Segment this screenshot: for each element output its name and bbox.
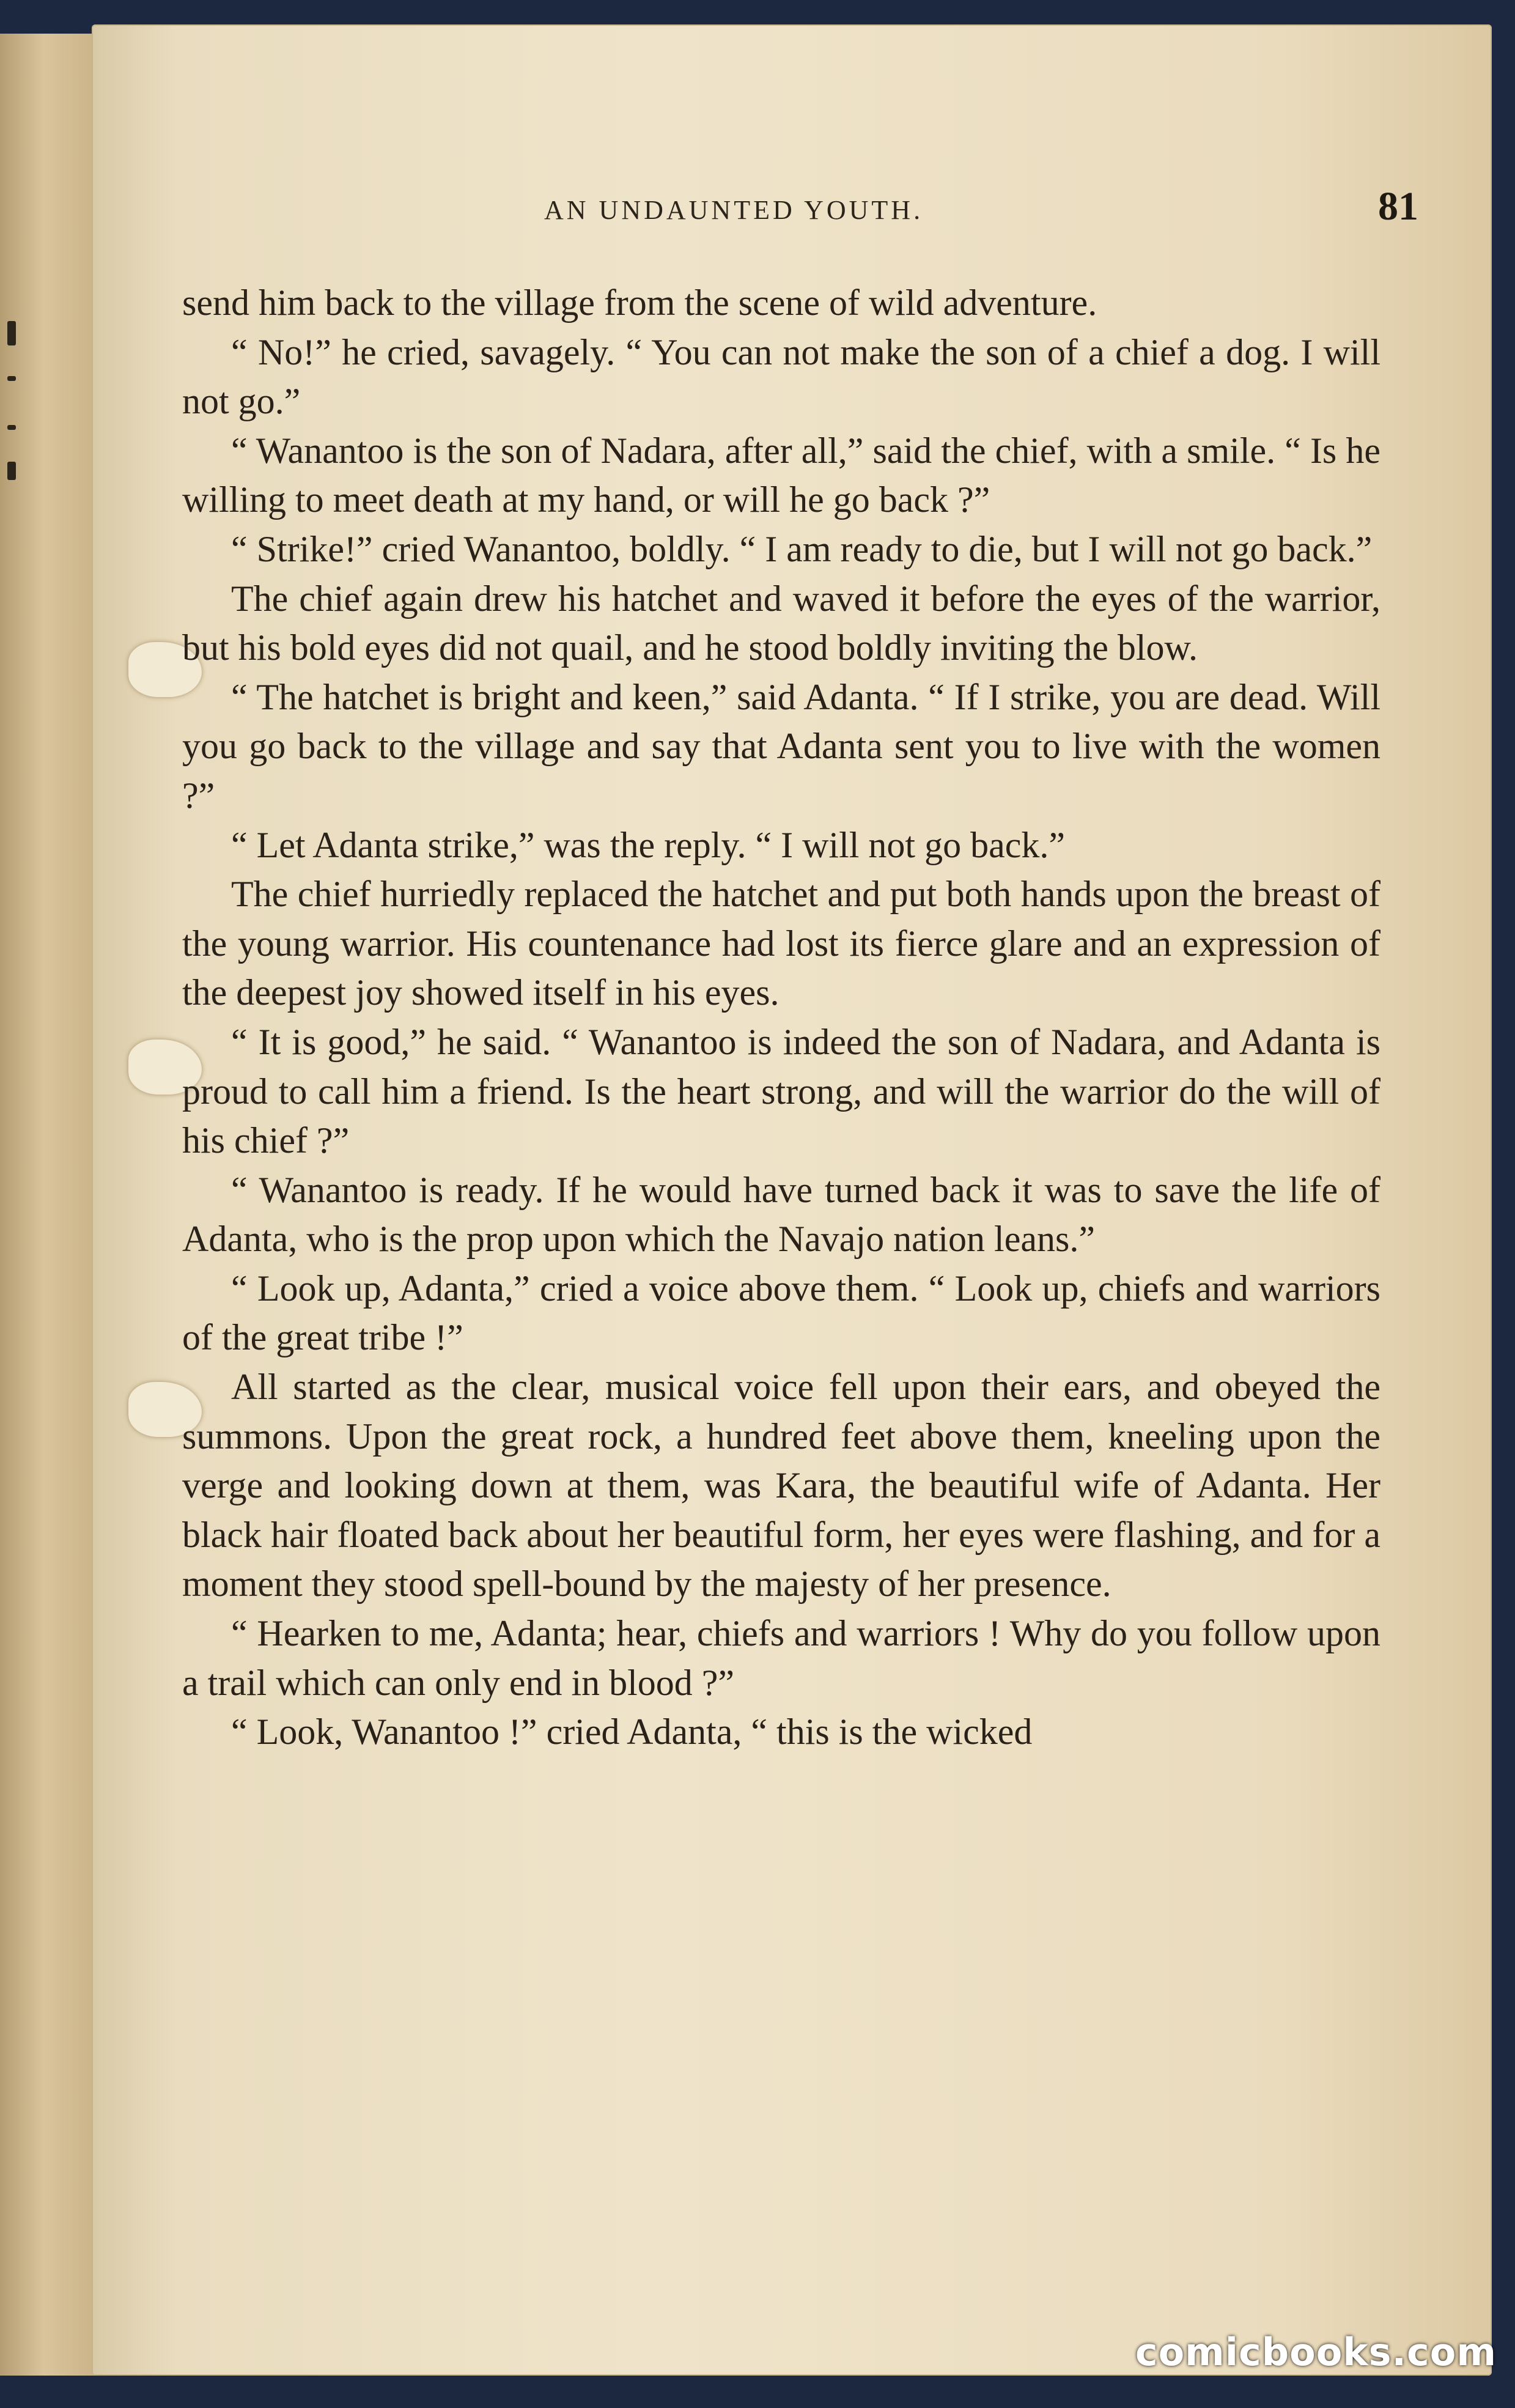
edge-mark xyxy=(7,425,16,430)
edge-mark xyxy=(7,376,16,381)
edge-mark xyxy=(7,462,16,480)
previous-page-edge xyxy=(0,34,100,2376)
paragraph: “ Look, Wanantoo !” cried Adanta, “ this is the wicked xyxy=(231,1712,1033,1752)
page-number: 81 xyxy=(1378,184,1418,229)
paragraph: The chief hurriedly replaced the hatchet and put both hands upon the breast of the young warrior. His countenance had lost its fierce glare and an expression of the deepest joy showed itself in his eyes. xyxy=(182,874,1380,1013)
body-text xyxy=(182,278,1380,1757)
paragraph: “ Wanantoo is ready. If he would have turned back it was to save the life of Adanta, who is the prop upon which the Navajo nation leans.” xyxy=(182,1169,1380,1260)
paragraph: All started as the clear, musical voice fell upon their ears, and obeyed the summons. Upon the great rock, a hundred feet above them, kneeling upon the verge and looking down at them, was Kara, the beautiful wife of Adanta. Her black hair floated back about her beautiful form, her eyes were flashing, and for a moment they stood spell-bound by the majesty of her presence. xyxy=(182,1367,1380,1605)
site-watermark: comicbooks.com xyxy=(1135,2330,1497,2374)
paragraph: “ Wanantoo is the son of Nadara, after all,” said the chief, with a smile. “ Is he willing to meet death at my hand, or will he go back ?” xyxy=(182,430,1380,520)
paragraph: “ Hearken to me, Adanta; hear, chiefs and warriors ! Why do you follow upon a trail which can only end in blood ?” xyxy=(182,1613,1380,1703)
paragraph: The chief again drew his hatchet and waved it before the eyes of the warrior, but his bold eyes did not quail, and he stood boldly inviting the blow. xyxy=(182,578,1380,668)
paragraph: “ No!” he cried, savagely. “ You can not make the son of a chief a dog. I will not go.” xyxy=(182,331,1380,422)
running-title: AN UNDAUNTED YOUTH. xyxy=(544,195,924,225)
paragraph: “ Strike!” cried Wanantoo, boldly. “ I am ready to die, but I will not go back.” xyxy=(231,528,1373,569)
paragraph: send him back to the village from the scene of wild adventure. xyxy=(182,283,1097,323)
paragraph: “ Let Adanta strike,” was the reply. “ I will not go back.” xyxy=(231,824,1065,865)
paragraph: “ Look up, Adanta,” cried a voice above them. “ Look up, chiefs and warriors of the great tribe !” xyxy=(182,1268,1380,1358)
book-page xyxy=(92,24,1492,2376)
running-header xyxy=(92,184,1492,231)
paragraph: “ The hatchet is bright and keen,” said Adanta. “ If I strike, you are dead. Will you go back to the village and say that Adanta sent you to live with the women ?” xyxy=(182,676,1380,816)
paragraph: “ It is good,” he said. “ Wanantoo is indeed the son of Nadara, and Adanta is proud to call him a friend. Is the heart strong, and will the warrior do the will of his chief ?” xyxy=(182,1021,1380,1161)
edge-mark xyxy=(7,321,16,345)
